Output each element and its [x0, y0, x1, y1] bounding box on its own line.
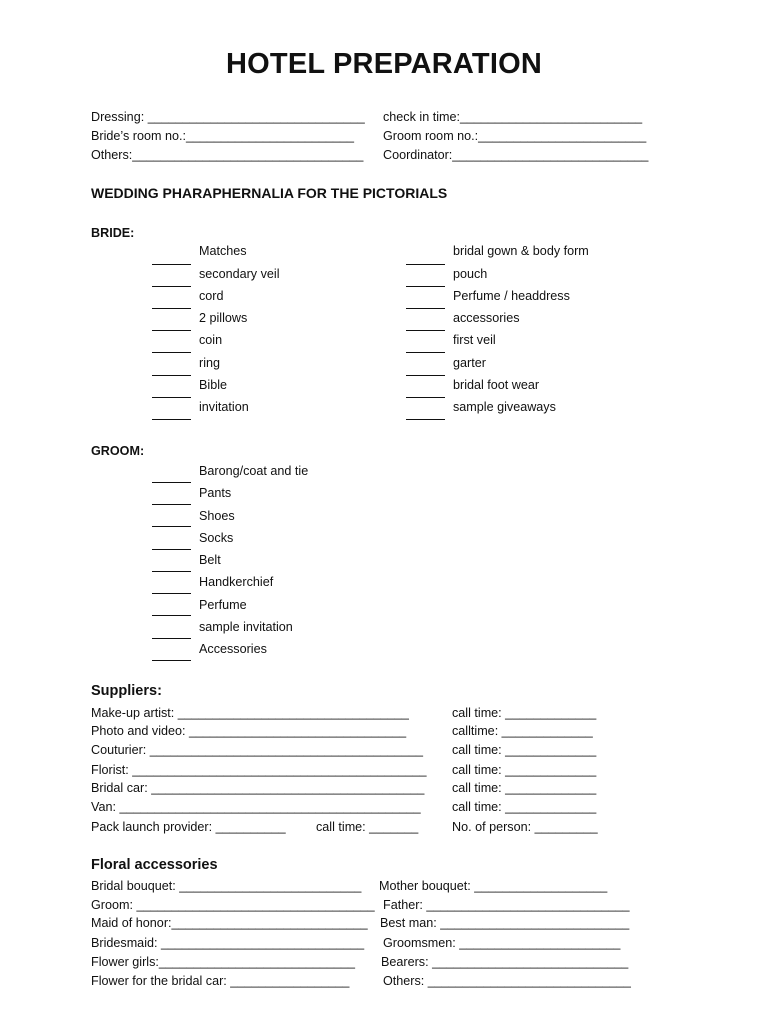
flower-girls-field[interactable]: Flower girls:____________________________: [91, 955, 355, 969]
item-label: cord: [199, 289, 224, 303]
check-in-field[interactable]: check in time:__________________________: [383, 110, 643, 124]
page-title: HOTEL PREPARATION: [226, 48, 542, 80]
bridal-car-flower-field[interactable]: Flower for the bridal car: _________________: [91, 974, 350, 988]
checkbox-blank[interactable]: [152, 419, 191, 420]
no-of-person-field[interactable]: No. of person: _________: [452, 820, 598, 834]
item-label: Perfume: [199, 598, 247, 612]
item-label: coin: [199, 333, 223, 347]
checkbox-blank[interactable]: [406, 264, 445, 265]
item-label: pouch: [453, 267, 488, 281]
checkbox-blank[interactable]: [406, 397, 445, 398]
checkbox-blank[interactable]: [152, 504, 191, 505]
checkbox-blank[interactable]: [152, 330, 191, 331]
item-label: Belt: [199, 553, 221, 567]
checkbox-blank[interactable]: [152, 308, 191, 309]
van-field[interactable]: Van: ___________________________________________: [91, 800, 421, 814]
item-label: first veil: [453, 333, 496, 347]
pack-launch-field[interactable]: Pack launch provider: __________: [91, 820, 286, 834]
checkbox-blank[interactable]: [406, 352, 445, 353]
item-label: Socks: [199, 531, 234, 545]
call-time-field[interactable]: calltime: _____________: [452, 724, 593, 738]
groom-room-field[interactable]: Groom room no.:________________________: [383, 129, 647, 143]
checkbox-blank[interactable]: [406, 419, 445, 420]
checkbox-blank[interactable]: [406, 375, 445, 376]
item-label: 2 pillows: [199, 311, 248, 325]
section-heading: WEDDING PHARAPHERNALIA FOR THE PICTORIALS: [91, 185, 448, 201]
item-label: bridal gown & body form: [453, 244, 589, 258]
item-label: Perfume / headdress: [453, 289, 570, 303]
checkbox-blank[interactable]: [152, 264, 191, 265]
item-label: ring: [199, 356, 220, 370]
photo-video-field[interactable]: Photo and video: _______________________________: [91, 724, 407, 738]
item-label: garter: [453, 356, 486, 370]
item-label: invitation: [199, 400, 249, 414]
checkbox-blank[interactable]: [406, 308, 445, 309]
dressing-field[interactable]: Dressing: _______________________________: [91, 110, 365, 124]
item-label: secondary veil: [199, 267, 280, 281]
call-time-field[interactable]: call time: _____________: [452, 781, 597, 795]
mother-bouquet-field[interactable]: Mother bouquet: ___________________: [379, 879, 608, 893]
call-time-field[interactable]: call time: _____________: [452, 800, 597, 814]
checkbox-blank[interactable]: [152, 638, 191, 639]
suppliers-heading: Suppliers:: [91, 683, 162, 699]
checkbox-blank[interactable]: [152, 593, 191, 594]
item-label: Bible: [199, 378, 228, 392]
pack-call-time-field[interactable]: call time: _______: [316, 820, 419, 834]
call-time-field[interactable]: call time: _____________: [452, 743, 597, 757]
checkbox-blank[interactable]: [152, 615, 191, 616]
bridesmaid-field[interactable]: Bridesmaid: _____________________________: [91, 936, 365, 950]
item-label: Matches: [199, 244, 247, 258]
checkbox-blank[interactable]: [152, 397, 191, 398]
best-man-field[interactable]: Best man: ___________________________: [380, 916, 630, 930]
item-label: accessories: [453, 311, 520, 325]
bridal-bouquet-field[interactable]: Bridal bouquet: __________________________: [91, 879, 362, 893]
groom-label: GROOM:: [91, 444, 145, 458]
father-field[interactable]: Father: _____________________________: [383, 898, 630, 912]
brides-room-field[interactable]: Bride’s room no.:________________________: [91, 129, 355, 143]
bride-label: BRIDE:: [91, 226, 135, 240]
groom-floral-field[interactable]: Groom: __________________________________: [91, 898, 375, 912]
item-label: sample invitation: [199, 620, 293, 634]
checkbox-blank[interactable]: [152, 352, 191, 353]
checkbox-blank[interactable]: [152, 549, 191, 550]
bearers-field[interactable]: Bearers: ____________________________: [381, 955, 629, 969]
floral-heading: Floral accessories: [91, 857, 218, 873]
checkbox-blank[interactable]: [152, 571, 191, 572]
call-time-field[interactable]: call time: _____________: [452, 763, 597, 777]
florist-field[interactable]: Florist: __________________________________________: [91, 763, 427, 777]
checkbox-blank[interactable]: [152, 286, 191, 287]
call-time-field[interactable]: call time: _____________: [452, 706, 597, 720]
checkbox-blank[interactable]: [152, 375, 191, 376]
maid-of-honor-field[interactable]: Maid of honor:____________________________: [91, 916, 368, 930]
checkbox-blank[interactable]: [152, 660, 191, 661]
floral-others-field[interactable]: Others: _____________________________: [383, 974, 631, 988]
makeup-artist-field[interactable]: Make-up artist: _________________________________: [91, 706, 409, 720]
coordinator-field[interactable]: Coordinator:____________________________: [383, 148, 649, 162]
item-label: Handkerchief: [199, 575, 274, 589]
checkbox-blank[interactable]: [152, 526, 191, 527]
checkbox-blank[interactable]: [152, 482, 191, 483]
item-label: bridal foot wear: [453, 378, 540, 392]
groomsmen-field[interactable]: Groomsmen: _______________________: [383, 936, 621, 950]
others-field[interactable]: Others:_________________________________: [91, 148, 364, 162]
couturier-field[interactable]: Couturier: _______________________________________: [91, 743, 423, 757]
item-label: Shoes: [199, 509, 235, 523]
item-label: Pants: [199, 486, 232, 500]
checkbox-blank[interactable]: [406, 286, 445, 287]
bridal-car-field[interactable]: Bridal car: _______________________________________: [91, 781, 425, 795]
item-label: Barong/coat and tie: [199, 464, 309, 478]
item-label: Accessories: [199, 642, 267, 656]
item-label: sample giveaways: [453, 400, 556, 414]
checkbox-blank[interactable]: [406, 330, 445, 331]
